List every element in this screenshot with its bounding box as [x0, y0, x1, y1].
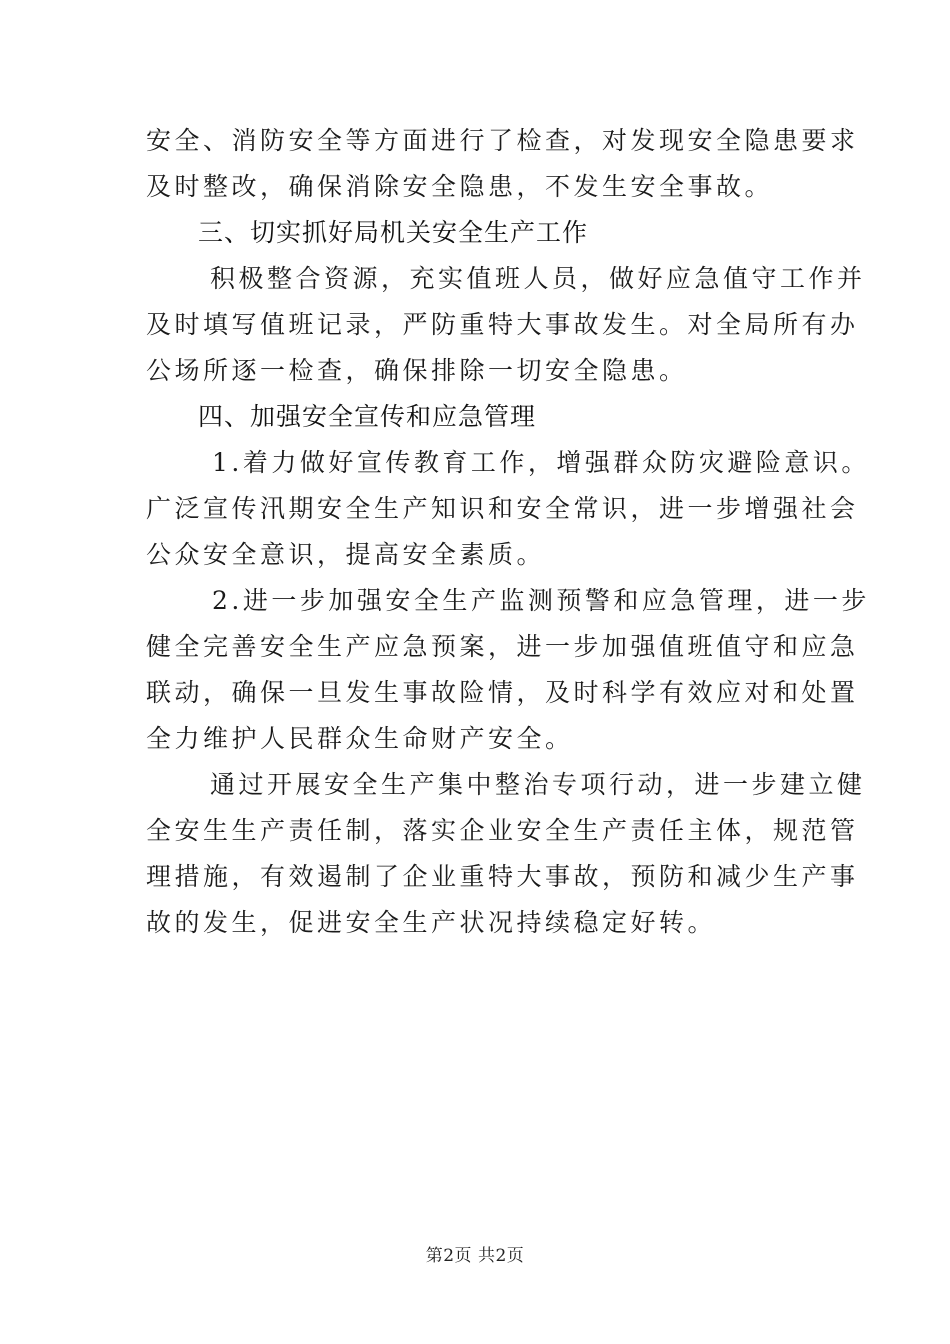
text-line: 1.着力做好宣传教育工作，增强群众防灾避险意识。 [212, 448, 870, 477]
paragraph-continued [146, 118, 859, 210]
page-number-footer: 第2页 共2页 [425, 1246, 525, 1266]
text-line: 通过开展安全生产集中整治专项行动，进一步建立健 [210, 770, 866, 799]
text-line: 全力维护人民群众生命财产安全。 [146, 724, 574, 753]
text-line: 及时整改，确保消除安全隐患，不发生安全事故。 [146, 172, 774, 201]
text-line: 联动，确保一旦发生事故险情，及时科学有效应对和处置 [146, 678, 859, 707]
text-line: 2.进一步加强安全生产监测预警和应急管理，进一步 [212, 586, 870, 615]
section-heading-3: 三、切实抓好局机关安全生产工作 [198, 218, 589, 247]
text-line: 理措施，有效遏制了企业重特大事故，预防和减少生产事 [146, 862, 859, 891]
text-line: 及时填写值班记录，严防重特大事故发生。对全局所有办 [146, 310, 859, 339]
text-line: 全安生生产责任制，落实企业安全生产责任主体，规范管 [146, 816, 859, 845]
document-body [146, 118, 870, 946]
text-line: 故的发生，促进安全生产状况持续稳定好转。 [146, 908, 717, 937]
text-line: 公场所逐一检查，确保排除一切安全隐患。 [146, 356, 688, 385]
text-line: 广泛宣传汛期安全生产知识和安全常识，进一步增强社会 [146, 494, 859, 523]
paragraph-office-safety [146, 256, 866, 394]
text-line: 积极整合资源，充实值班人员，做好应急值守工作并 [210, 264, 866, 293]
text-line: 公众安全意识，提高安全素质。 [146, 540, 546, 569]
paragraph-item-1 [146, 440, 870, 578]
text-line: 健全完善安全生产应急预案，进一步加强值班值守和应急 [146, 632, 859, 661]
paragraph-item-2 [146, 578, 870, 762]
paragraph-conclusion [146, 762, 866, 946]
text-line: 安全、消防安全等方面进行了检查，对发现安全隐患要求 [146, 126, 859, 155]
section-heading-4: 四、加强安全宣传和应急管理 [198, 402, 537, 431]
